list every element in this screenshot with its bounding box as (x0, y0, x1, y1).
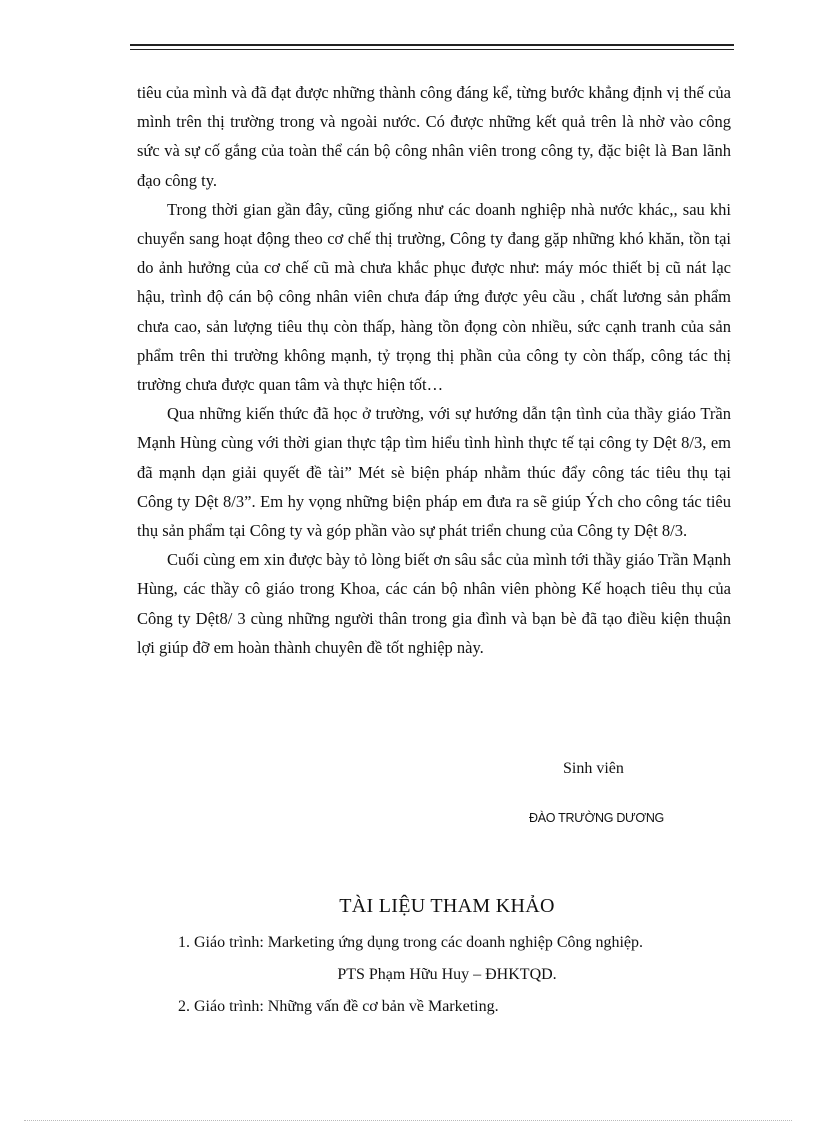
signature-title: Sinh viên (563, 760, 624, 777)
paragraph-2: Trong thời gian gần đây, cũng giống như các doanh nghiệp nhà nước khác,, sau khi chuyển sang hoạt động theo cơ chế thị trường, Công ty đang gặp những khó khăn, tồn tại do ảnh hưởng của cơ chế cũ mà chưa khắc phục được như: máy móc thiết bị cũ nát lạc hậu, trình độ cán bộ công nhân viên chưa đáp ứng được yêu cầu , chất lương sản phẩm chưa cao, sản lượng tiêu thụ còn thấp, hàng tồn đọng còn nhiều, sức cạnh tranh của sản phẩm trên thi trường không mạnh, tỷ trọng thị phần của công ty còn thấp, công tác thị trường chưa được quan tâm và thực hiện tốt… (137, 199, 731, 395)
footer-dotted-rule (24, 1120, 792, 1121)
header-rule-thick (130, 44, 734, 46)
signature-name: ĐÀO TRƯỜNG DƯƠNG (529, 811, 664, 825)
header-rule-thin (130, 49, 734, 50)
reference-item-2: 2. Giáo trình: Những vấn đề cơ bản về Marketing. (178, 998, 499, 1015)
paragraph-4: Cuối cùng em xin được bày tỏ lòng biết ơn sâu sắc của mình tới thầy giáo Trần Mạnh Hùng, các thầy cô giáo trong Khoa, các cán bộ nhân viên phòng Kế hoạch tiêu thụ của Công ty Dệt8/ 3 cùng những người thân trong gia đình và bạn bè đã tạo điều kiện thuận lợi giúp đỡ em hoàn thành chuyên đề tốt nghiệp này. (137, 550, 731, 657)
paragraph-1: tiêu của mình và đã đạt được những thành công đáng kể, từng bước khẳng định vị thế của mình trên thị trường trong và ngoài nước. Có được những kết quả trên là nhờ vào công sức và sự cố gắng của toàn thể cán bộ công nhân viên trong công ty, đặc biệt là Ban lãnh đạo công ty. (137, 83, 731, 190)
paragraph-3: Qua những kiến thức đã học ở trường, với sự hướng dẫn tận tình của thầy giáo Trần Mạnh Hùng cùng với thời gian thực tập tìm hiểu tình hình thực tế tại công ty Dệt 8/3, em đã mạnh dạn giải quyết đề tài” Mét sè biện pháp nhằm thúc đẩy công tác tiêu thụ tại Công ty Dệt 8/3”. Em hy vọng những biện pháp em đưa ra sẽ giúp Ých cho công tác tiêu thụ sản phẩm tại Công ty và góp phần vào sự phát triển chung của Công ty Dệt 8/3. (137, 404, 731, 541)
body-text (137, 78, 731, 662)
reference-item-1: 1. Giáo trình: Marketing ứng dụng trong các doanh nghiệp Công nghiệp. (178, 934, 644, 951)
references-heading: TÀI LIỆU THAM KHẢO (339, 895, 555, 917)
reference-item-1-author: PTS Phạm Hữu Huy – ĐHKTQD. (337, 966, 557, 983)
